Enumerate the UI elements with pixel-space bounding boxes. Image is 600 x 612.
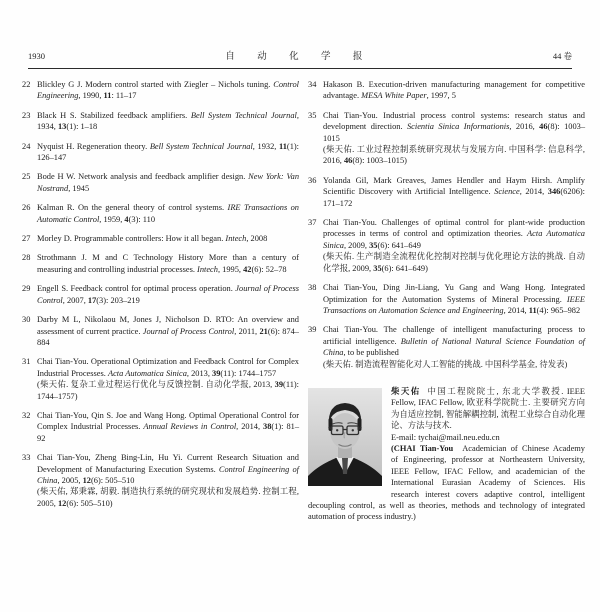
reference-text: Chai Tian-You, Zheng Bing-Lin, Hu Yi. Current Research Situation and Development of Manufacturing Execution Systems. Control Engineering of China, 2005, 12(6): 505–510 (柴天佑, 郑秉霖, 胡毅. 制造执行系统的研究现状和发展趋势. 控制工程, 2005, 12(6): 505–510) (37, 453, 299, 508)
reference-37 (308, 217, 585, 274)
reference-text: Darby M L, Nikolaou M, Jones J, Nicholson D. RTO: An overview and assessment of current practice. Journal of Process Control, 2011, 21(6): 874–884 (37, 315, 299, 347)
reference-number: 23 (22, 110, 31, 120)
reference-number: 32 (22, 410, 31, 420)
reference-text: Strothmann J. M and C Technology History More than a century of measuring and controlling industrial processes. Intech, 1995, 42(6): 52–78 (37, 253, 299, 274)
reference-number: 29 (22, 284, 31, 294)
reference-34 (308, 79, 585, 102)
references-list-right (308, 79, 585, 370)
reference-26 (22, 202, 299, 225)
journal-title: 自 动 化 学 报 (225, 52, 373, 62)
references-column-left (22, 79, 299, 523)
author-photo (308, 388, 382, 486)
reference-number: 36 (308, 175, 317, 185)
reference-25 (22, 171, 299, 194)
reference-text: Chai Tian-You. The challenge of intelligent manufacturing process to artificial intelligence. Bulletin of National Natural Science Foundation of China, to be published (柴天佑. 制造流程智能化对人工智能的挑战. 中国科学基金, 待发表) (323, 325, 585, 369)
reference-number: 31 (22, 357, 31, 367)
reference-text: Chai Tian-You, Qin S. Joe and Wang Hong. Optimal Operational Control for Complex Industrial Processes. Annual Reviews in Control, 2014, 38(1): 81–92 (37, 410, 300, 443)
author-name-cn: 柴天佑 (391, 386, 421, 396)
reference-number: 26 (22, 203, 31, 213)
reference-33 (22, 452, 299, 509)
reference-number: 22 (22, 80, 31, 89)
author-bio (308, 386, 585, 523)
page-header (28, 48, 572, 62)
reference-text: Morley D. Programmable controllers: How it all began. Intech, 2008 (37, 234, 268, 244)
reference-number: 38 (308, 283, 317, 293)
reference-text: Hakason B. Execution-driven manufacturing management for competitive advantage. MESA White Paper, 1997, 5 (323, 80, 585, 101)
reference-35 (308, 110, 585, 167)
reference-columns (22, 79, 585, 523)
reference-number: 27 (22, 234, 31, 244)
page-number: 1930 (28, 51, 45, 61)
reference-24 (22, 141, 299, 164)
reference-number: 34 (308, 80, 317, 89)
volume-label: 44 卷 (552, 51, 572, 61)
reference-number: 24 (22, 141, 31, 151)
bio-text-en: Academician of Chinese Academy of Engineering, professor at Northeastern University, IEEE Fellow, IFAC Fellow, and academician of the International Eurasian Academy of Sciences. His research interest covers adaptive control, intelligent decoupling control, as well as theories, methods and technology of integrated automation of process industry.) (308, 443, 585, 522)
reference-text: Chai Tian-You. Operational Optimization and Feedback Control for Complex Industrial Processes. Acta Automatica Sinica, 2013, 39(11): 1744–1757 (柴天佑. 复杂工业过程运行优化与反馈控制. 自动化学报, 2013, 39(11): 1744–1757) (37, 357, 299, 401)
reference-text: Nyquist H. Regeneration theory. Bell System Technical Journal, 1932, 11(1): 126–147 (37, 141, 300, 163)
reference-27 (22, 233, 299, 244)
reference-text: Chai Tian-You, Ding Jin-Liang, Yu Gang and Wang Hong. Integrated Optimization for the Automation Systems of Mineral Processing. IEEE Transactions on Automation Science and Engineering, 2014, 11(4): 965–982 (323, 283, 585, 315)
reference-36 (308, 175, 585, 209)
reference-23 (22, 110, 299, 133)
reference-number: 33 (22, 453, 31, 463)
reference-text: Chai Tian-You. Industrial process control systems: research status and development direction. Scientia Sinica Informationis, 2016, 46(8): 1003–1015 (柴天佑. 工业过程控制系统研究现状与发展方向. 中国科学: 信息科学, 2016, 46(8): 1003–1015) (323, 110, 586, 166)
reference-29 (22, 283, 299, 306)
header-rule (28, 68, 572, 69)
reference-number: 37 (308, 218, 317, 228)
reference-22 (22, 79, 299, 102)
author-name-en: (CHAI Tian-You (391, 443, 454, 453)
reference-text: Black H S. Stabilized feedback amplifiers. Bell System Technical Journal, 1934, 13(1): 1–18 (37, 110, 299, 132)
reference-number: 39 (308, 325, 317, 335)
reference-38 (308, 282, 585, 316)
bio-email: E-mail: tychai@mail.neu.edu.cn (391, 432, 500, 442)
reference-text: Blickley G J. Modern control started with Ziegler – Nichols tuning. Control Engineering, 1990, 11: 11–17 (37, 80, 299, 101)
reference-text: Chai Tian-You. Challenges of optimal control for plant-wide production processes in terms of control and optimization theories. Acta Automatica Sinica, 2009, 35(6): 641–649 (柴天佑. 生产制造全流程优化控制对控制与优化理论方法的挑战. 自动化学报, 2009, 35(6): 641–649) (323, 218, 585, 273)
reference-30 (22, 314, 299, 348)
reference-number: 25 (22, 172, 31, 182)
reference-32 (22, 410, 299, 444)
reference-28 (22, 252, 299, 275)
reference-number: 28 (22, 253, 31, 263)
references-list-left (22, 79, 299, 509)
reference-number: 35 (308, 110, 317, 120)
reference-39 (308, 324, 585, 370)
reference-31 (22, 356, 299, 402)
reference-text: Engell S. Feedback control for optimal process operation. Journal of Process Control, 2007, 17(3): 203–219 (37, 284, 299, 305)
reference-text: Yolanda Gil, Mark Greaves, James Hendler and Haym Hirsh. Amplify Scientific Discovery with Artificial Intelligence. Science, 2014, 346(6206): 171–172 (323, 175, 586, 208)
reference-text: Kalman R. On the general theory of control systems. IRE Transactions on Automatic Control, 1959, 4(3): 110 (37, 203, 299, 224)
references-column-right (308, 79, 585, 523)
reference-number: 30 (22, 315, 31, 325)
reference-text: Bode H W. Network analysis and feedback amplifier design. New York: Van Nostrand, 1945 (37, 172, 300, 193)
bio-text-cn: 中国工程院院士, 东北大学教授. IEEE Fellow, IFAC Fellow, 欧亚科学院院士. 主要研究方向为自适应控制, 智能解耦控制, 流程工业综合自动化理论、方法与技术. (391, 386, 586, 431)
